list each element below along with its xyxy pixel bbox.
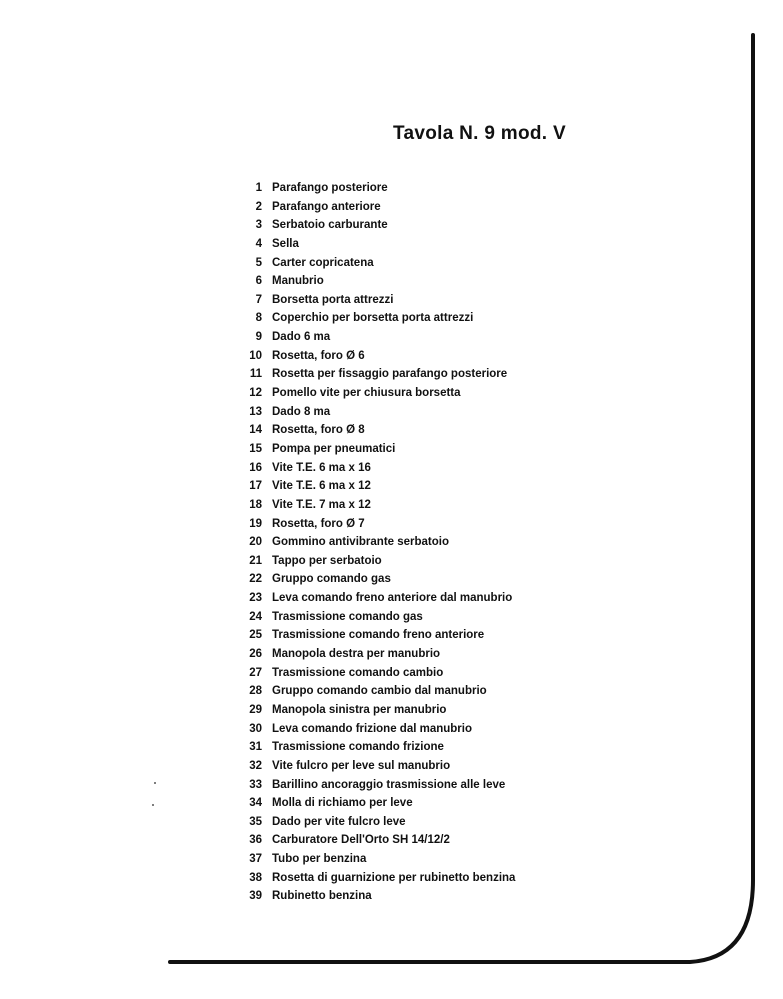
part-row [240, 254, 515, 273]
part-number: 38 [249, 871, 262, 884]
part-description: Trasmissione comando frizione [272, 741, 444, 754]
part-number: 16 [249, 461, 262, 474]
part-number: 4 [255, 237, 262, 250]
part-number: 7 [255, 293, 262, 306]
part-number: 15 [249, 442, 262, 455]
part-row [240, 589, 515, 608]
part-number: 18 [249, 498, 262, 511]
part-number: 1 [255, 182, 262, 194]
part-row [240, 235, 515, 254]
part-row [240, 216, 515, 235]
part-row [240, 496, 515, 515]
part-row [240, 365, 515, 384]
part-description: Vite T.E. 6 ma x 12 [272, 480, 371, 493]
part-number: 13 [249, 405, 262, 418]
part-row [240, 384, 515, 403]
part-description: Tappo per serbatoio [272, 554, 382, 567]
part-description: Trasmissione comando cambio [272, 666, 444, 679]
part-number: 28 [249, 685, 262, 698]
part-number: 27 [249, 666, 262, 679]
parts-list [240, 179, 515, 906]
part-number: 2 [255, 200, 262, 213]
part-row [240, 403, 515, 422]
part-description: Rosetta di guarnizione per rubinetto benzina [272, 871, 516, 884]
part-row [240, 608, 515, 627]
part-description: Sella [272, 237, 299, 250]
part-row [240, 682, 515, 701]
part-row [240, 701, 515, 720]
part-number: 23 [249, 592, 262, 605]
part-description: Trasmissione comando freno anteriore [272, 629, 485, 642]
part-description: Rubinetto benzina [272, 890, 372, 903]
part-row [240, 291, 515, 310]
part-number: 3 [255, 219, 262, 232]
scan-speck [152, 804, 154, 806]
part-row [240, 813, 515, 832]
part-description: Coperchio per borsetta porta attrezzi [272, 312, 474, 325]
part-row [240, 664, 515, 683]
part-number: 24 [249, 610, 262, 623]
part-description: Rosetta per fissaggio parafango posteriore [272, 368, 508, 381]
part-description: Manopola destra per manubrio [272, 648, 441, 661]
part-number: 25 [249, 629, 262, 642]
part-description: Manopola sinistra per manubrio [272, 703, 447, 716]
part-number: 17 [249, 480, 262, 493]
part-row [240, 552, 515, 571]
part-row [240, 440, 515, 459]
part-description: Parafango posteriore [272, 182, 388, 194]
part-number: 10 [249, 349, 262, 362]
part-row [240, 421, 515, 440]
part-description: Pompa per pneumatici [272, 442, 396, 455]
part-number: 19 [249, 517, 262, 530]
part-description: Tubo per benzina [272, 853, 367, 866]
part-description: Vite fulcro per leve sul manubrio [272, 759, 451, 772]
part-description: Vite T.E. 7 ma x 12 [272, 498, 371, 511]
part-number: 6 [255, 275, 262, 288]
part-number: 39 [249, 890, 262, 903]
part-number: 9 [255, 331, 262, 344]
part-row [240, 887, 515, 906]
part-number: 5 [255, 256, 262, 269]
part-row [240, 570, 515, 589]
part-number: 32 [249, 759, 262, 772]
part-row [240, 850, 515, 869]
part-row [240, 757, 515, 776]
part-row [240, 198, 515, 217]
part-description: Molla di richiamo per leve [272, 797, 413, 810]
part-description: Gruppo comando gas [272, 573, 391, 586]
part-row [240, 515, 515, 534]
part-number: 35 [249, 815, 262, 828]
part-number: 14 [249, 424, 262, 437]
part-row [240, 272, 515, 291]
part-row [240, 309, 515, 328]
part-description: Parafango anteriore [272, 200, 381, 213]
part-row [240, 533, 515, 552]
part-description: Vite T.E. 6 ma x 16 [272, 461, 371, 474]
part-number: 33 [249, 778, 262, 791]
part-description: Dado per vite fulcro leve [272, 815, 406, 828]
part-number: 21 [249, 554, 262, 567]
part-description: Pomello vite per chiusura borsetta [272, 387, 461, 400]
part-description: Rosetta, foro Ø 8 [272, 424, 365, 437]
part-number: 26 [249, 648, 262, 661]
scan-speck [154, 782, 156, 784]
part-description: Dado 8 ma [272, 405, 331, 418]
part-description: Rosetta, foro Ø 7 [272, 517, 365, 530]
part-description: Manubrio [272, 275, 324, 288]
part-number: 31 [249, 741, 262, 754]
part-number: 11 [249, 368, 262, 381]
part-row [240, 776, 515, 795]
part-description: Gommino antivibrante serbatoio [272, 536, 449, 549]
part-row [240, 347, 515, 366]
part-row [240, 626, 515, 645]
part-row [240, 179, 515, 198]
part-description: Carburatore Dell'Orto SH 14/12/2 [272, 834, 450, 847]
part-row [240, 328, 515, 347]
part-number: 36 [249, 834, 262, 847]
part-row [240, 720, 515, 739]
page-title: Tavola N. 9 mod. V [393, 123, 566, 144]
part-number: 22 [249, 573, 262, 586]
part-description: Leva comando frizione dal manubrio [272, 722, 473, 735]
part-row [240, 869, 515, 888]
part-description: Gruppo comando cambio dal manubrio [272, 685, 487, 698]
part-description: Trasmissione comando gas [272, 610, 423, 623]
part-description: Carter copricatena [272, 256, 374, 269]
part-number: 30 [249, 722, 262, 735]
part-description: Serbatoio carburante [272, 219, 388, 232]
part-number: 37 [249, 853, 262, 866]
part-row [240, 794, 515, 813]
part-number: 12 [249, 387, 262, 400]
part-row [240, 459, 515, 478]
part-row [240, 738, 515, 757]
part-row [240, 477, 515, 496]
part-description: Leva comando freno anteriore dal manubrio [272, 592, 513, 605]
part-number: 34 [249, 797, 262, 810]
part-number: 8 [255, 312, 262, 325]
part-number: 20 [249, 536, 262, 549]
part-row [240, 831, 515, 850]
part-description: Dado 6 ma [272, 331, 331, 344]
part-number: 29 [249, 703, 262, 716]
part-description: Barillino ancoraggio trasmissione alle leve [272, 778, 506, 791]
part-description: Borsetta porta attrezzi [272, 293, 394, 306]
part-description: Rosetta, foro Ø 6 [272, 349, 365, 362]
part-row [240, 645, 515, 664]
